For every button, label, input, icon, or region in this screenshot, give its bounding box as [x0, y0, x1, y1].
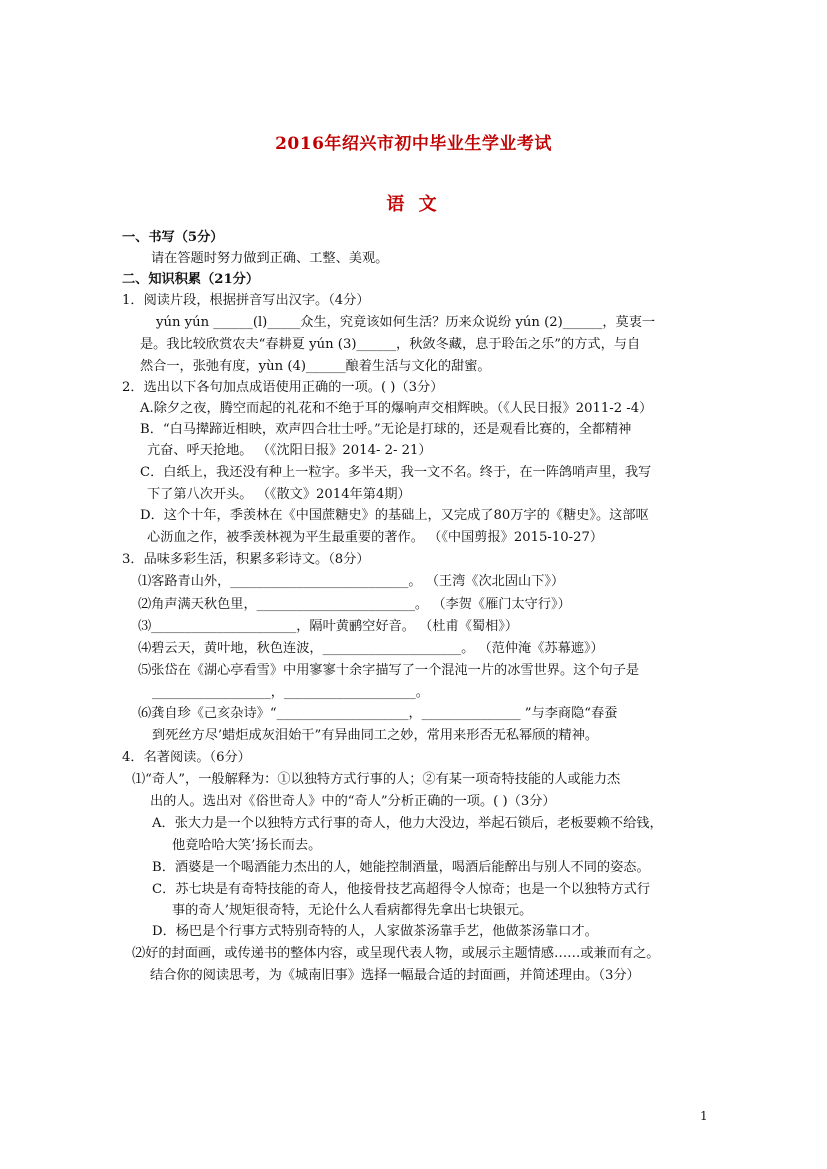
- poem-line: ⑷碧云天，黄叶地，秋色连波，_____________________。 （范仲淹《苏幕遮》）: [138, 641, 604, 656]
- text-line: yún yún ______(l)_____众生，究竟该如何生活？历来众说纷 yún (2)______，莫衷一: [156, 315, 656, 330]
- text-line: ⑵好的封面画，或传递书的整体内容，或呈现代表人物，或展示主题情感……或兼而有之。: [132, 946, 660, 961]
- text-line: 结合你的阅读思考，为《城南旧事》选择一幅最合适的封面画，并简述理由。（3分）: [150, 968, 640, 983]
- question-line: 2．选出以下各句加点成语使用正确的一项。( )（3分）: [122, 380, 444, 395]
- option-line: C．苏七块是有奇特技能的奇人，他接骨技艺高超得令人惊奇；也是一个以独特方式行: [152, 882, 651, 897]
- option-line: D．这个十年，季羡林在《中国蔗糖史》的基础上，又完成了80万字的《糖史》。这部呕: [140, 508, 649, 523]
- option-line: C．白纸上，我还没有种上一粒字。多半天，我一文不名。终于，在一阵鸽哨声里，我写: [140, 465, 652, 480]
- text-line: 是。我比较欣赏农夫“春耕夏 yún (3)______，秋敛冬藏，息于聆缶之乐”的方式，与自: [140, 337, 641, 352]
- text-line: 然合一，张弛有度，yùn (4)______酿着生活与文化的甜蜜。: [140, 359, 491, 374]
- poem-line: ⑸张岱在《湖心亭看雪》中用寥寥十余字描写了一个混沌一片的冰雪世界。这个句子是: [138, 663, 640, 678]
- option-line: 心沥血之作，被季羡林视为平生最重要的著作。 （《中国剪报》2015-10-27）: [147, 530, 604, 545]
- option-line: A.除夕之夜，腾空而起的礼花和不绝于耳的爆响声交相辉映。（《人民日报》2011-2 -4）: [140, 401, 653, 416]
- poem-line: ⑹龚自珍《己亥杂诗》“____________________，_______________ ”与李商隐“春蚕: [138, 706, 618, 721]
- exam-title: 2016年绍兴市初中毕业生学业考试: [275, 134, 552, 154]
- option-line: 亢奋、呼天抢地。 （《沈阳日报》2014- 2- 21）: [147, 443, 432, 458]
- question-line: 3．品味多彩生活，积累多彩诗文。（8分）: [122, 552, 370, 567]
- text-line: 请在答题时努力做到正确、工整、美观。: [151, 251, 389, 266]
- subject-heading: 语 文: [386, 194, 441, 215]
- poem-line: ⑴客路青山外，___________________________。 （王湾《次北固山下》）: [138, 574, 565, 589]
- text-line: 出的人。选出对《俗世奇人》中的“奇人”分析正确的一项。( )（3分）: [150, 794, 556, 809]
- poem-line: ⑶______________________，隔叶黄鹂空好音。 （杜甫《蜀相》）: [138, 619, 519, 634]
- poem-line: __________________，____________________。: [152, 685, 429, 700]
- question-line: 4．名著阅读。（6分）: [122, 750, 251, 765]
- text-line: ⑴“奇人”，一般解释为：①以独特方式行事的人；②有某一项奇特技能的人或能力杰: [132, 772, 621, 787]
- option-line: A．张大力是一个以独特方式行事的奇人，他力大没边，举起石锁后，老板要赖不给钱，: [152, 816, 663, 831]
- question-line: 1．阅读片段，根据拼音写出汉字。（4分）: [122, 293, 370, 308]
- page-number: 1: [700, 1109, 708, 1123]
- section-heading: 一、书写（5分）: [122, 230, 224, 245]
- section-heading: 二、知识积累（21分）: [122, 272, 260, 287]
- option-line: 下了第八次开头。 （《散文》2014年第4期）: [147, 487, 411, 502]
- option-line: B．酒婆是一个喝酒能力杰出的人，她能控制酒量，喝酒后能醉出与别人不同的姿态。: [152, 860, 650, 875]
- option-line: 他竟哈哈大笑’扬长而去。: [172, 838, 322, 853]
- option-line: B．“白马撵蹄近相映，欢声四合壮士呼。”无论是打球的，还是观看比赛的，全都精神: [140, 422, 632, 437]
- poem-line: 到死丝方尽’蜡炬成灰泪始干”有异曲同工之妙，常用来形否无私幂颀的精神。: [152, 728, 599, 743]
- option-line: D．杨巴是个行事方式特别奇特的人，人家做茶汤靠手艺，他做茶汤靠口才。: [152, 924, 598, 939]
- poem-line: ⑵角声满天秋色里，________________________。 （李贺《雁门太守行》）: [138, 597, 571, 612]
- option-line: 事的奇人’规矩很奇特，无论什么人看病都得先拿出七块银元。: [172, 903, 533, 918]
